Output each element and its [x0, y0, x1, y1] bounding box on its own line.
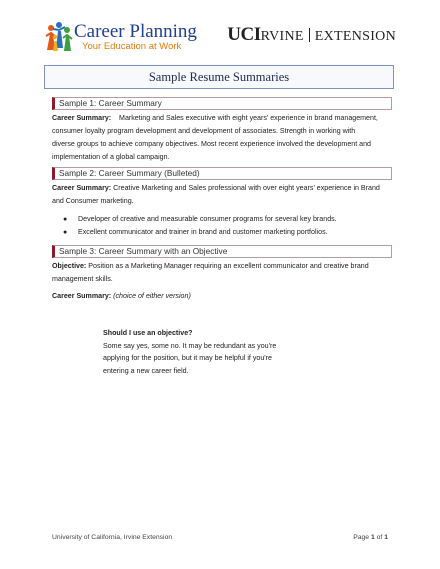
bullet-item: ● Developer of creative and measurable consumer programs for several key brands.	[52, 213, 397, 226]
career-summary-label: Career Summary:	[52, 292, 112, 300]
tip-line: entering a new career field.	[103, 366, 189, 375]
uci-extension-logo	[227, 24, 396, 46]
career-planning-logo	[44, 20, 214, 56]
document-title: Sample Resume Summaries	[148, 69, 290, 84]
extension-wordmark: EXTENSION	[314, 29, 396, 44]
sample-3-objective	[52, 260, 397, 286]
sample-2-line: Creative Marketing and Sales professional with over eight years' experience in Brand	[113, 184, 380, 192]
sample-2-body	[52, 182, 397, 208]
sample-2-bullet-list	[52, 213, 397, 239]
sample-1-line: consumer loyalty program development and development of associates. Strength in working with	[52, 127, 356, 135]
footer-institution: University of California, Irvine Extension	[52, 534, 173, 541]
uci-wordmark: UCI	[227, 24, 261, 45]
page-number: Page 1 of 1	[353, 534, 388, 541]
career-summary-label: Career Summary:	[52, 114, 112, 122]
sample-1-line: implementation of a global campaign.	[52, 153, 170, 161]
tip-line: Some say yes, some no. It may be redundant as you're	[103, 341, 277, 350]
people-figures-icon	[44, 20, 74, 52]
objective-line: management skills.	[52, 275, 113, 283]
sample-3-summary	[52, 290, 397, 303]
section-header-sample-1: Sample 1: Career Summary	[52, 97, 392, 110]
tip-question: Should I use an objective?	[103, 329, 193, 337]
logo-divider	[309, 28, 310, 42]
summary-note: (choice of either version)	[113, 292, 191, 300]
document-title-box	[44, 65, 394, 89]
objective-line: Position as a Marketing Manager requiring an excellent communicator and creative brand	[88, 262, 369, 270]
sample-1-body	[52, 112, 397, 164]
tip-line: applying for the position, but it may be helpful if you're	[103, 354, 272, 362]
bullet-dot-icon: ●	[63, 216, 68, 223]
brand-title: Career Planning	[74, 21, 197, 42]
sample-1-line: Marketing and Sales executive with eight years' experience in brand management,	[119, 114, 378, 122]
brand-tagline: Your Education at Work	[82, 41, 182, 52]
irvine-wordmark: RVINE	[260, 29, 304, 44]
career-summary-label: Career Summary:	[52, 184, 112, 192]
bullet-dot-icon: ●	[63, 229, 68, 236]
section-header-sample-2: Sample 2: Career Summary (Bulleted)	[52, 167, 392, 180]
objective-label: Objective:	[52, 262, 87, 270]
bullet-item: ● Excellent communicator and trainer in brand and customer marketing portfolios.	[52, 226, 397, 239]
sample-2-line: and Consumer marketing.	[52, 197, 134, 205]
sample-1-line: diverse groups to achieve company objectives. Most recent experience involved the development and	[52, 140, 372, 148]
objective-tip	[103, 327, 333, 377]
section-header-sample-3: Sample 3: Career Summary with an Objective	[52, 245, 392, 258]
